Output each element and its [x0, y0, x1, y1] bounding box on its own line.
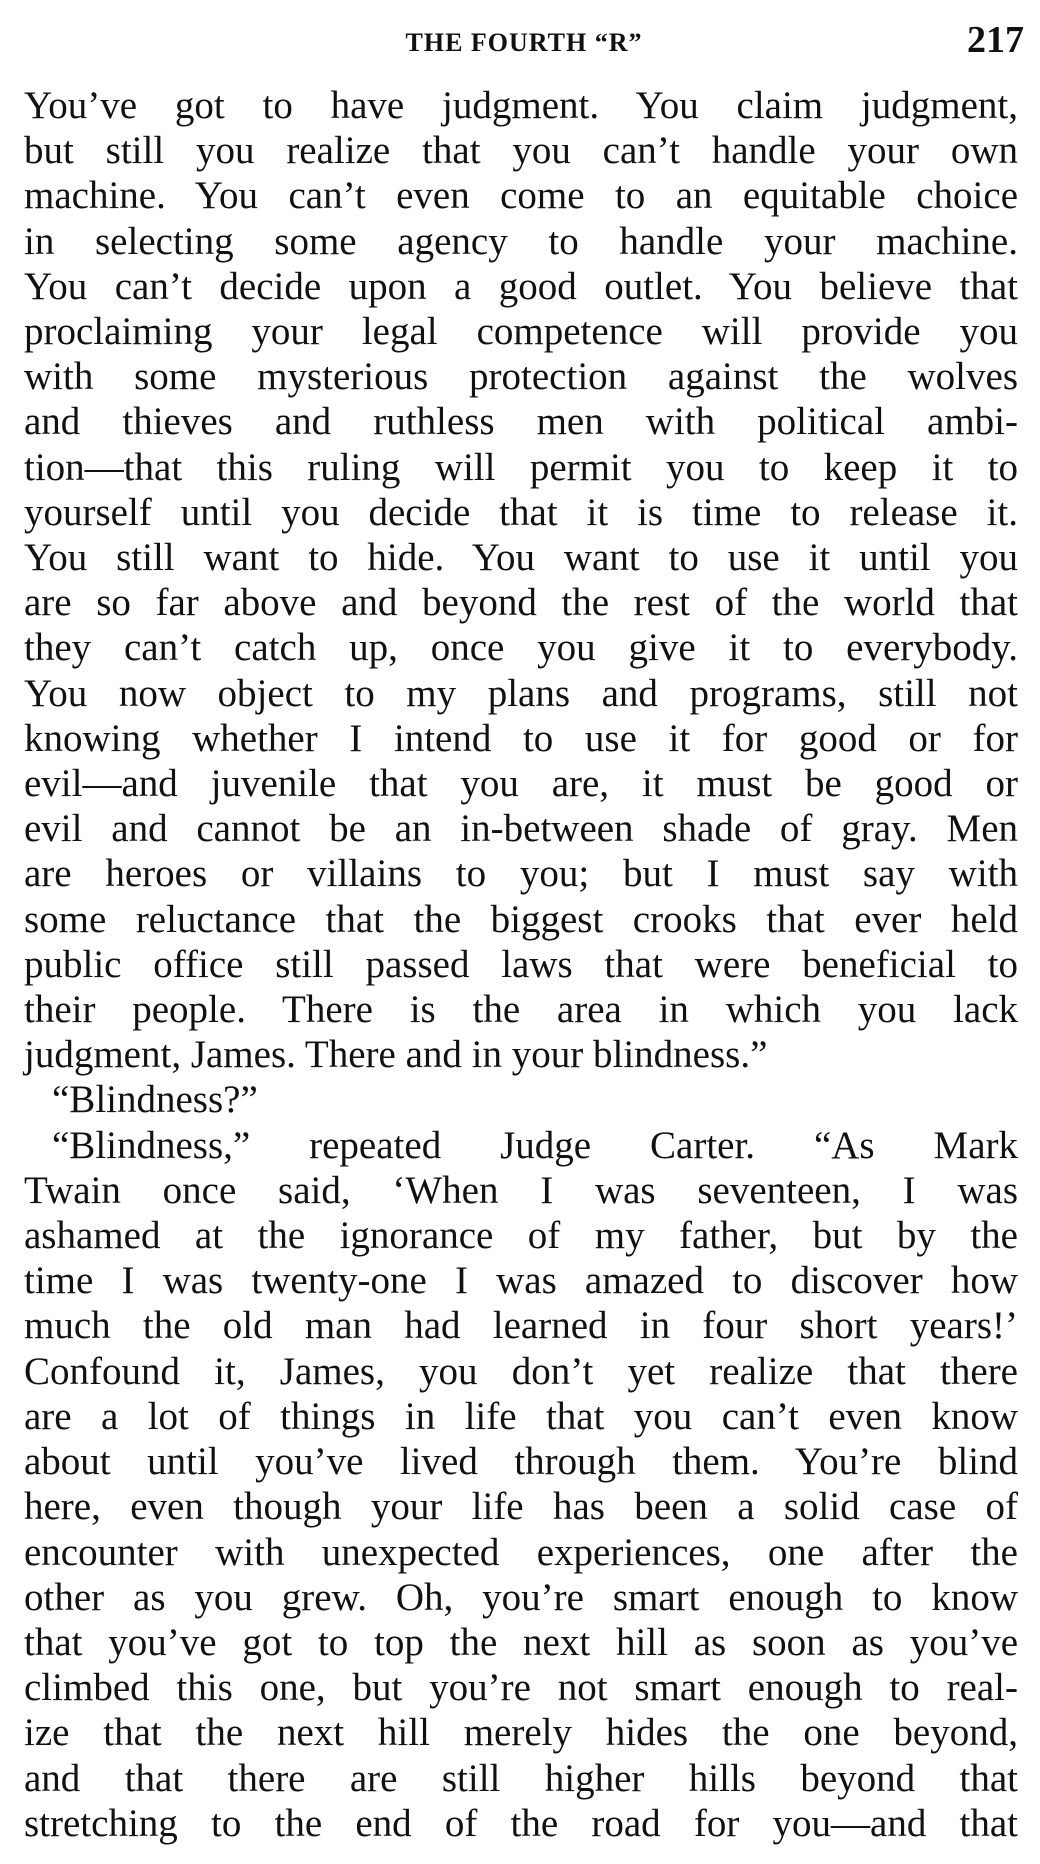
- text-line: stretching to the end of the road for you—and that: [24, 1801, 1018, 1845]
- text-line: You can’t decide upon a good outlet. You believe that: [24, 264, 1018, 308]
- text-line: machine. You can’t even come to an equitable choice: [24, 174, 1018, 218]
- text-line: judgment, James. There and in your blindness.”: [24, 1033, 768, 1077]
- text-line: ashamed at the ignorance of my father, but by the: [24, 1214, 1018, 1258]
- text-line: Confound it, James, you don’t yet realize that there: [24, 1349, 1018, 1393]
- text-line: “Blindness,” repeated Judge Carter. “As Mark: [52, 1123, 1018, 1167]
- text-line: much the old man had learned in four short years!’: [24, 1304, 1018, 1348]
- text-line: that you’ve got to top the next hill as soon as you’ve: [24, 1620, 1018, 1664]
- text-line: yourself until you decide that it is time to release it.: [24, 490, 1018, 534]
- text-line: You now object to my plans and programs, still not: [24, 671, 1018, 715]
- text-line: evil—and juvenile that you are, it must be good or: [24, 762, 1018, 806]
- running-head: [24, 18, 1024, 68]
- running-title: THE FOURTH “R”: [405, 28, 643, 57]
- page-number: 217: [967, 19, 1024, 61]
- text-line: are a lot of things in life that you can’t even know: [24, 1394, 1018, 1438]
- text-line: here, even though your life has been a solid case of: [24, 1485, 1018, 1529]
- text-line: in selecting some agency to handle your machine.: [24, 219, 1018, 263]
- text-line: are so far above and beyond the rest of the world that: [24, 581, 1018, 625]
- text-line: some reluctance that the biggest crooks that ever held: [24, 897, 1018, 941]
- text-line: public office still passed laws that were beneficial to: [24, 942, 1018, 986]
- text-line: You still want to hide. You want to use it until you: [24, 536, 1018, 580]
- text-line: they can’t catch up, once you give it to everybody.: [24, 626, 1018, 670]
- text-line: ize that the next hill merely hides the one beyond,: [24, 1711, 1018, 1755]
- text-line: encounter with unexpected experiences, one after the: [24, 1530, 1018, 1574]
- text-line: their people. There is the area in which you lack: [24, 988, 1018, 1032]
- text-line: and thieves and ruthless men with political ambi-: [24, 400, 1018, 444]
- text-line: with some mysterious protection against the wolves: [24, 355, 1018, 399]
- text-line: time I was twenty-one I was amazed to discover how: [24, 1259, 1018, 1303]
- text-line: proclaiming your legal competence will provide you: [24, 310, 1018, 354]
- text-line: but still you realize that you can’t handle your own: [24, 129, 1018, 173]
- text-line: about until you’ve lived through them. You’re blind: [24, 1440, 1018, 1484]
- text-line: You’ve got to have judgment. You claim judgment,: [24, 84, 1018, 127]
- body-text: [24, 83, 1018, 1846]
- text-line: tion—that this ruling will permit you to keep it to: [24, 445, 1018, 489]
- text-line: evil and cannot be an in-between shade of gray. Men: [24, 807, 1018, 851]
- text-line: “Blindness?”: [52, 1078, 258, 1122]
- text-line: are heroes or villains to you; but I must say with: [24, 852, 1018, 896]
- text-line: Twain once said, ‘When I was seventeen, I was: [24, 1168, 1018, 1212]
- text-line: other as you grew. Oh, you’re smart enough to know: [24, 1575, 1018, 1619]
- text-line: climbed this one, but you’re not smart enough to real-: [24, 1666, 1018, 1710]
- text-line: and that there are still higher hills beyond that: [24, 1756, 1018, 1800]
- text-line: knowing whether I intend to use it for good or for: [24, 716, 1018, 760]
